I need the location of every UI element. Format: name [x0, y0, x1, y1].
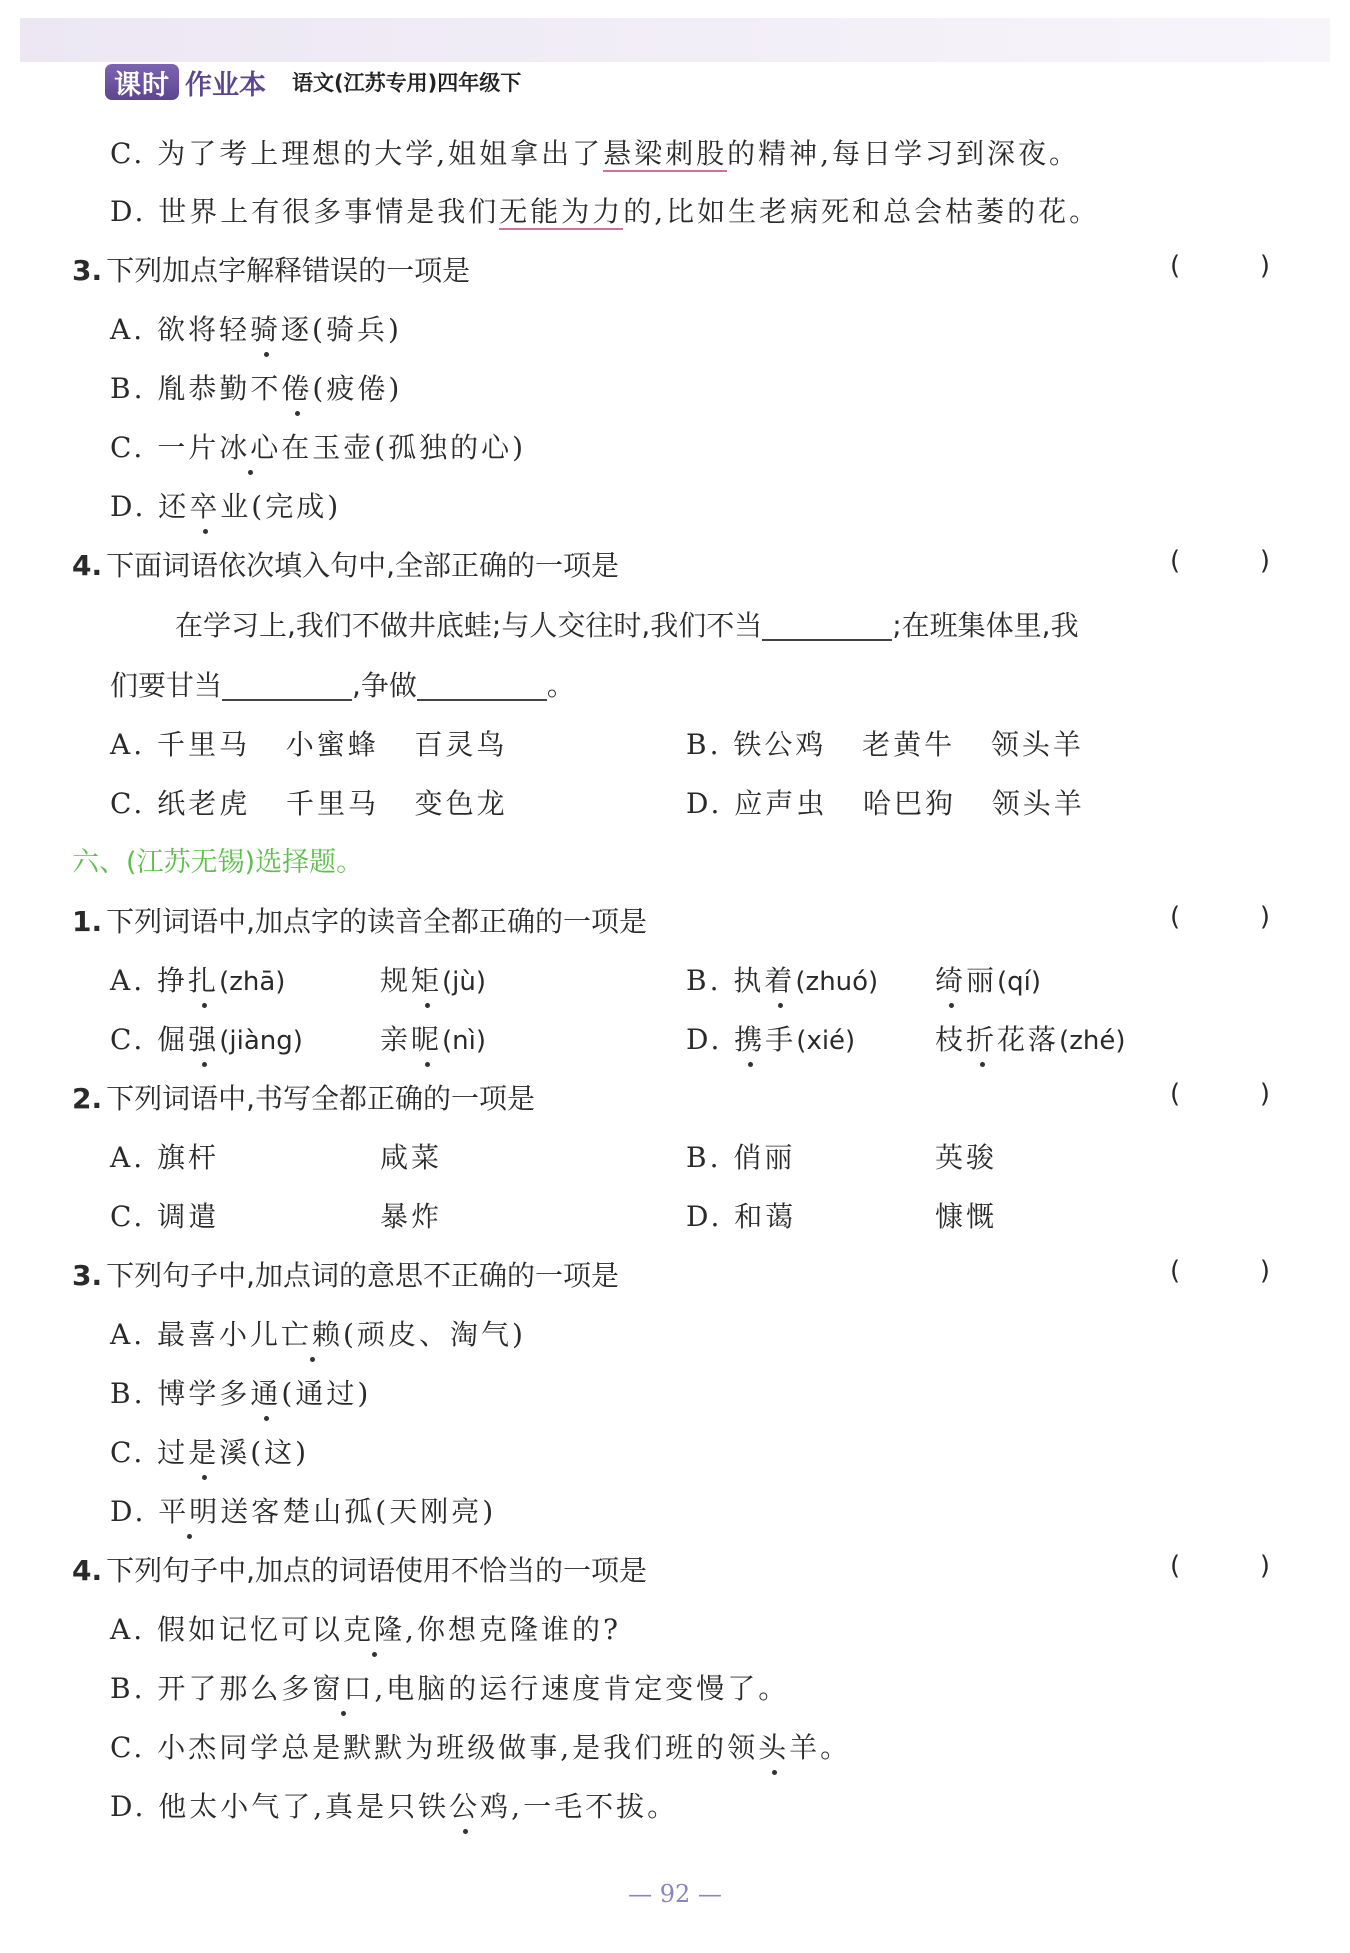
passage-line: 在学习上,我们不做井底蛙;与人交往时,我们不当 ;在班集体里,我	[175, 609, 1079, 642]
book-series-title: 作业本	[185, 69, 266, 101]
dotted-char: 扎	[188, 961, 219, 1001]
option-d: D. 他太小气了,真是只铁公鸡,一毛不拔。	[110, 1787, 678, 1827]
answer-brackets[interactable]: ( )	[1170, 1079, 1270, 1109]
option-d: D. 世界上有很多事情是我们无能为力的,比如生老病死和总会枯萎的花。	[110, 195, 1101, 228]
option-d: D. 还卒业(完成)	[110, 487, 341, 527]
dotted-char: 折	[966, 1020, 997, 1060]
option-a-2: 规矩(jù)	[380, 961, 486, 1002]
dotted-char: 昵	[411, 1020, 442, 1060]
option-b: B. 开了那么多窗口,电脑的运行速度肯定变慢了。	[110, 1669, 789, 1709]
option-a: A. 千里马 小蜜蜂 百灵鸟	[110, 728, 508, 761]
fill-blank[interactable]	[417, 669, 547, 701]
option-a: A. 假如记忆可以克隆,你想克隆谁的?	[110, 1610, 621, 1650]
dotted-char: 冰心	[219, 428, 281, 468]
dotted-char: 领头羊	[727, 1728, 820, 1768]
option-d: D. 携手(xié)	[686, 1020, 855, 1061]
dotted-char: 窗口	[312, 1669, 374, 1709]
option-a-2: 咸菜	[380, 1141, 443, 1174]
option-c: C. 一片冰心在玉壶(孤独的心)	[110, 428, 526, 468]
option-a: A. 旗杆	[110, 1141, 220, 1174]
answer-brackets[interactable]: ( )	[1170, 902, 1270, 932]
dotted-char: 是	[188, 1433, 219, 1473]
option-a: A. 最喜小儿亡赖(顽皮、淘气)	[110, 1315, 526, 1355]
dotted-char: 绮	[935, 961, 966, 1001]
dotted-char: 强	[188, 1020, 219, 1060]
question-stem: 4. 下列句子中,加点的词语使用不恰当的一项是	[72, 1554, 648, 1587]
option-b-2: 绮丽(qí)	[935, 961, 1041, 1002]
dotted-char: 骑	[250, 310, 281, 350]
option-b-2: 英骏	[935, 1141, 998, 1174]
option-d: D. 平明送客楚山孤(天刚亮)	[110, 1492, 496, 1532]
option-c-2: 亲昵(nì)	[380, 1020, 486, 1061]
underlined-word: 无能为力	[499, 195, 624, 228]
page-number: — 92 —	[628, 1880, 722, 1908]
option-b: B. 执着(zhuó)	[686, 961, 878, 1002]
fill-blank[interactable]	[222, 669, 352, 701]
option-d-2: 枝折花落(zhé)	[935, 1020, 1125, 1061]
option-c-2: 暴炸	[380, 1200, 443, 1233]
option-b: B. 铁公鸡 老黄牛 领头羊	[686, 728, 1084, 761]
answer-brackets[interactable]: ( )	[1170, 251, 1270, 281]
option-b: B. 俏丽	[686, 1141, 796, 1174]
question-stem: 4. 下面词语依次填入句中,全部正确的一项是	[72, 549, 620, 582]
answer-brackets[interactable]: ( )	[1170, 546, 1270, 576]
option-c: C. 过是溪(这)	[110, 1433, 309, 1473]
book-logo: 课时	[105, 64, 179, 100]
passage-line: 们要甘当 ,争做 。	[110, 669, 575, 702]
option-c: C. 倔强(jiàng)	[110, 1020, 303, 1061]
book-header	[105, 62, 521, 102]
dotted-char: 矩	[411, 961, 442, 1001]
option-d: D. 应声虫 哈巴狗 领头羊	[686, 787, 1085, 820]
answer-brackets[interactable]: ( )	[1170, 1551, 1270, 1581]
question-stem: 1. 下列词语中,加点字的读音全都正确的一项是	[72, 905, 648, 938]
option-d: D. 和蔼	[686, 1200, 797, 1233]
dotted-char: 平明	[158, 1492, 220, 1532]
option-c: C. 调遣	[110, 1200, 220, 1233]
question-stem: 3. 下列句子中,加点词的意思不正确的一项是	[72, 1259, 620, 1292]
answer-brackets[interactable]: ( )	[1170, 1256, 1270, 1286]
dotted-char: 卒	[189, 487, 220, 527]
option-c: C. 小杰同学总是默默为班级做事,是我们班的领头羊。	[110, 1728, 851, 1768]
dotted-char: 倦	[281, 369, 312, 409]
dotted-char: 通	[250, 1374, 281, 1414]
dotted-char: 携	[734, 1020, 765, 1060]
option-b: B. 胤恭勤不倦(疲倦)	[110, 369, 402, 409]
section-heading: 六、(江苏无锡)选择题。	[72, 847, 364, 878]
fill-blank[interactable]	[762, 609, 892, 641]
option-a: A. 欲将轻骑逐(骑兵)	[110, 310, 402, 350]
underlined-word: 悬梁刺股	[603, 137, 728, 170]
dotted-char: 亡赖	[281, 1315, 343, 1355]
option-c: C. 为了考上理想的大学,姐姐拿出了悬梁刺股的精神,每日学习到深夜。	[110, 137, 1081, 170]
dotted-char: 克隆	[343, 1610, 405, 1650]
question-stem: 2. 下列词语中,书写全都正确的一项是	[72, 1082, 536, 1115]
option-a: A. 挣扎(zhā)	[110, 961, 285, 1002]
option-d-2: 慷慨	[935, 1200, 998, 1233]
header-band	[20, 18, 1330, 62]
dotted-char: 铁公鸡	[418, 1787, 511, 1827]
book-info: 语文(江苏专用)四年级下	[292, 71, 522, 95]
dotted-char: 着	[764, 961, 795, 1001]
option-c: C. 纸老虎 千里马 变色龙	[110, 787, 508, 820]
question-stem: 3. 下列加点字解释错误的一项是	[72, 254, 471, 287]
option-b: B. 博学多通(通过)	[110, 1374, 371, 1414]
